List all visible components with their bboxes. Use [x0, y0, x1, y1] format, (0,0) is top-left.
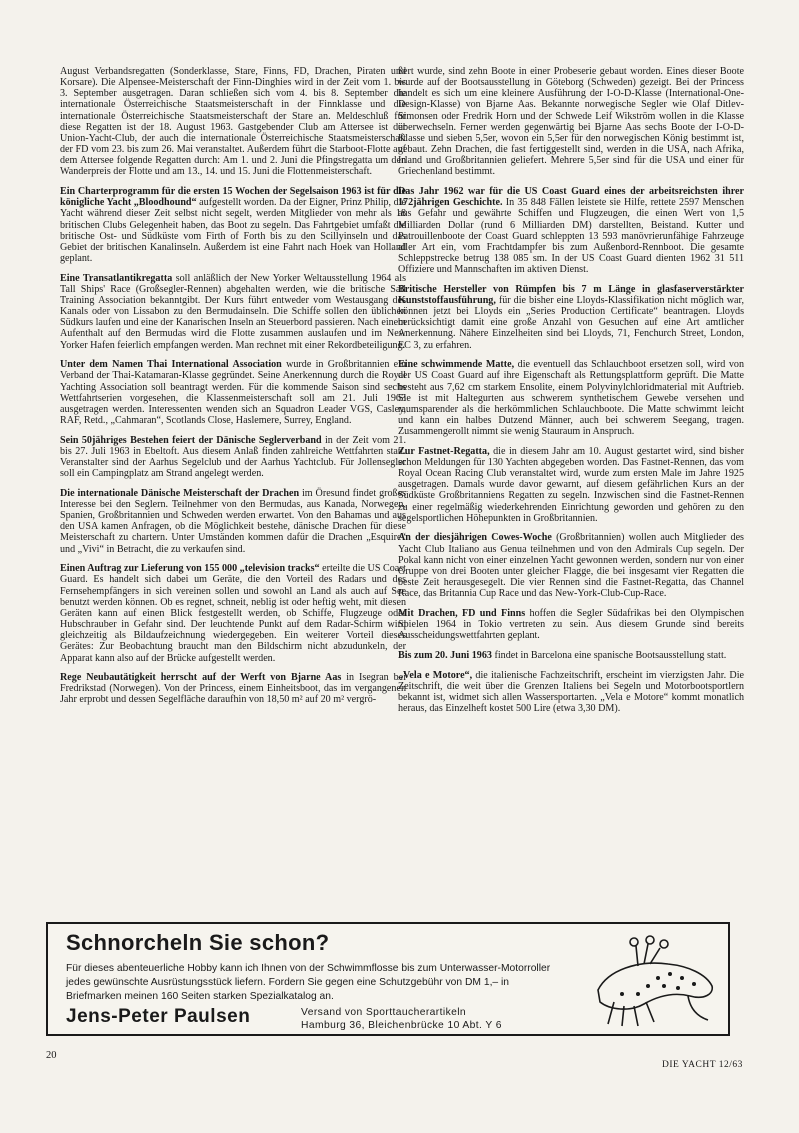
article-lead: Eine Transatlantikregatta: [60, 272, 173, 284]
article-paragraph: [60, 186, 406, 264]
article-lead: Mit Drachen, FD und Finns: [398, 607, 526, 619]
article-paragraph: [60, 66, 406, 178]
article-lead: Sein 50jähriges Bestehen feiert der Dänische Seglerverband: [60, 434, 322, 446]
article-text: ßert wurde, sind zehn Boote in einer Probeserie gebaut worden. Eines dieser Boote wurde auf der Bootsausstellung in Göteborg (Schweden) gezeigt. Bei der Princess handelt es sich um eine kleinere Ausführung der I-O-D-Klasse (International-One-Design-Klasse) von Bjarne Aas. Bekannte norwegische Segler wie Olaf Ditlev-Simonsen oder Fredrik Horn und der Schwede Leif Wikström wollen in die Klasse überwechseln. Ferner werden gegenwärtig bei Bjarne Aas sechs Boote der I-O-D-Klasse und sieben 5,5er, wovon ein 5,5er für den norwegischen König bestimmt ist, gebaut. Zehn Drachen, die fast fertiggestellt sind, werden in die USA, nach Afrika, Irland und Großbritannien geliefert. Mehrere 5,5er sind für die USA und einer für Griechenland bestimmt.: [398, 66, 744, 178]
article-text: in der Zeit vom 21. bis 27. Juli 1963 in Ebeltoft. Aus diesem Anlaß finden zahlreiche Wettfahrten statt. Veranstalter sind der Aarhus Segelclub und der Aarhus Yachtclub. Für Jollensegler soll ein Campingplatz am Strand angelegt werden.: [60, 434, 406, 480]
article-text: (Großbritannien) wollen auch Mitglieder des Yacht Club Italiano aus Genua teilnehmen und von den Admirals Cup segeln. Der Pokal kann nicht von einer einzelnen Yacht gewonnen werden, sondern nur von einer Gruppe von drei Booten unter gleicher Flagge, die bei insgesamt vier Regatten die beste Zeit herausgesegelt. Die vier Rennen sind die Fastnet-Regatta, das Channel Race, das Britannia Cup Race und das New-York-Club-Cup-Race.: [398, 532, 744, 600]
article-paragraph: [60, 563, 406, 663]
page-number: 20: [46, 1050, 57, 1061]
article-text: für die bisher eine Lloyds-Klassifikation nicht möglich war, können jetzt bei Lloyds ein „Series Production Certificate“ beantragen. Lloyds berücksichtigt damit eine große Anzahl von Gesuchen auf eine Art amtlicher Anerkennung. Nähere Einzelheiten sind bei Lloyds, 71, Fenchurch Street, London, EC 3, zu erfahren.: [398, 294, 744, 351]
article-lead: Zur Fastnet-Regatta,: [398, 445, 490, 457]
article-paragraph: [60, 488, 406, 555]
article-text: soll anläßlich der New Yorker Weltausstellung 1964 als Tall Ships' Race (Großsegler-Rennen) abgehalten werden, wie die britische Sail Training Association bekanntgibt. Der Kurs führt entweder vom Westausgang des Kanals oder von Lissabon zu den Bermudainseln. Die Schiffe sollen den üblichen Südkurs laufen und eine der Kanarischen Inseln an Steuerbord passieren. Nach einem Aufenthalt auf den Bermudas wird die Flotte zusammen auslaufen und im New Yorker Hafen feierlich empfangen werden. Man rechnet mit einer Rekordbeteiligung.: [60, 272, 406, 351]
article-lead: Das Jahr 1962 war für die US Coast Guard eines der arbeitsreichsten ihrer 172jährigen Geschichte.: [398, 186, 744, 209]
article-lead: Rege Neubautätigkeit herrscht auf der Werft von Bjarne Aas: [60, 672, 342, 684]
article-paragraph: [398, 670, 744, 715]
article-text: die eventuell das Schlauchboot ersetzen soll, wird von der US Coast Guard auf ihre Eigenschaft als Rettungsplattform geprüft. Die Matte besteht aus 7,62 cm starkem Ensolite, einem Polyvinylchloridmaterial mit Auftrieb. Sie ist mit Haltegurten aus schwerem synthetischem Gewebe versehen und raumsparender als die herkömmlichen Schlauchboote. Die Matte schwimmt leicht und kann ein halbes Dutzend Männer, auch bei schwerem Seegang, tragen. Zusammengerollt nimmt sie wenig Stauraum in Anspruch.: [398, 359, 744, 438]
article-paragraph: [398, 186, 744, 275]
article-paragraph: [60, 273, 406, 351]
article-lead: Britische Hersteller von Rümpfen bis 7 m Länge in glasfaserverstärkter Kunststoffausführung,: [398, 283, 744, 306]
article-text: August Verbandsregatten (Sonderklasse, Stare, Finns, FD, Drachen, Piraten und Korsare). Die Alpensee-Meisterschaft der Finn-Dinghies wird in der Zeit vom 1. bis 3. September ausgetragen. Daran schließen sich vom 4. bis 8. September die internationale Österreichische Staatsmeisterschaft in der Finnklasse und die internationale Österreichische Staatsmeisterschaft der Stare an. Meldeschluß für diese Regatten ist der 18. August 1963. Gastgebender Club am Attersee ist der Union-Yacht-Club, der auch die internationale Österreichische Staatsmeisterschaft der FD vom 23. bis zum 26. Mai veranstaltet. Außerdem führt die Starboot-Flotte auf dem Attersee folgende Regatten durch: Am 1. und 2. Juni die Pfingstregatta um den Wanderpreis der Flotte und am 13., 14. und 15. Juni die Flottenmeisterschaft.: [60, 66, 406, 178]
ad-body-text: Für dieses abenteuerliche Hobby kann ich Ihnen von der Schwimmflosse bis zum Unterwasser-Motorroller jedes gewünschte Ausrüstungsstück liefern. Fordern Sie gegen eine Schutzgebühr von DM 1,– in Briefmarken meinen 160 Seiten starken Spezialkatalog an.: [66, 963, 551, 1002]
article-paragraph: [398, 359, 744, 437]
article-text: hoffen die Segler Südafrikas bei den Olympischen Spielen 1964 in Tokio vertreten zu sein. Aus diesem Grunde sind bereits Ausscheidungswettfahrten geplant.: [398, 607, 744, 642]
article-text: aufgestellt worden. Da der Eigner, Prinz Philip, die Yacht während dieser Zeit selbst nicht segelt, werden Mitglieder von mehr als 18 britischen Clubs Gelegenheit haben, das Boot zu segeln. Das Fahrtgebiet umfaßt die britische Ost- und Südküste vom Firth of Forth bis zu den Scillyinseln und das Gebiet der britischen Kanalinseln. Außerdem ist eine Fahrt nach Hoek van Holland geplant.: [60, 197, 406, 264]
article-paragraph: [60, 672, 406, 705]
right-column: [398, 66, 744, 723]
article-paragraph: [398, 284, 744, 351]
ad-address-line1: Versand von Sporttaucherartikeln: [301, 1007, 467, 1018]
left-column: [60, 66, 406, 714]
article-paragraph: [60, 359, 406, 426]
article-text: die in diesem Jahr am 10. August gestartet wird, sind bisher schon Meldungen für 130 Yachten abgegeben worden. Das Fastnet-Rennen, das vom Royal Ocean Racing Club veranstaltet wird, wurde zum ersten Male im Jahre 1925 ausgetragen. Damals wurde davor gewarnt, auf diesem gefährlichen Kurs an der Südküste Großbritanniens Regatten zu segeln. Inzwischen sind die Fastnet-Rennen zu einer regelmäßig wiederkehrenden Einrichtung geworden und gehören zu den segelsportlichen Höhepunkten in Großbritannien.: [398, 445, 744, 524]
article-paragraph: [398, 66, 744, 178]
article-text: In 35 848 Fällen leistete sie Hilfe, rettete 2597 Menschen aus Gefahr und gewährte Schiffen und Flugzeugen, die einen Wert von 1,5 Milliarden Dollar (rund 6 Milliarden DM) darstellten, Beistand. Kutter und Patrouillenboote der Coast Guard schleppten 13 593 manövrierunfähige Fahrzeuge aller Art ein, vom Frachtdampfer bis zum Außenbord-Rennboot. Die gesamte Schleppstrecke betrug 138 085 sm. In der US Coast Guard dienten 1962 31 511 Offiziere und Mannschaften im aktiven Dienst.: [398, 197, 744, 276]
article-paragraph: [398, 608, 744, 641]
article-lead: Die internationale Dänische Meisterschaft der Drachen: [60, 487, 300, 499]
magazine-issue: DIE YACHT 12/63: [662, 1060, 743, 1070]
article-text: erteilte die US Coast Guard. Es handelt sich dabei um Geräte, die den Vorteil des Radars und des Fernsehempfängers in sich vereinen sollen und sowohl an Land als auch auf See benutzt werden können. Ob es regnet, schneit, neblig ist oder heftig weht, mit diesen Geräten kann auf einen Blick festgestellt werden, ob Schiffe, Flugzeuge oder Hubschrauber in Gefahr sind. Der leuchtende Punkt auf dem Radar-Schirm wird gleichzeitig als Bildaufzeichnung wiedergegeben. Ein weiterer Vorteil dieses Gerätes: Zur Beobachtung braucht man den Bildschirm nicht abzudunkeln, der Apparat kann also auf der Brücke aufgestellt werden.: [60, 563, 406, 664]
article-lead: An der diesjährigen Cowes-Woche: [398, 532, 552, 544]
article-text: in Isegran bei Fredrikstad (Norwegen). Von der Princess, einem Einheitsboot, das im vergangenen Jahr erprobt und dessen Segelfläche daraufhin von 18,50 m² auf 20 m² vergrö-: [60, 672, 406, 706]
article-lead: Bis zum 20. Juni 1963: [398, 649, 492, 661]
ad-address: [301, 1006, 551, 1032]
article-text: im Öresund findet großes Interesse bei den Seglern. Teilnehmer von den Bermudas, aus Kanada, Norwegen, Spanien, Großbritannien und Schweden werden erwartet. Von den Bahamas und aus den USA kamen Anfragen, ob die Möglichkeit bestehe, dänische Drachen für diese Meisterschaft zu chartern. Unter Umständen kommen dafür die Drachen „Esquire“ und „Vivi“ in Betracht, die zu verkaufen sind.: [60, 487, 406, 555]
ad-address-line2: Hamburg 36, Bleichenbrücke 10 Abt. Y 6: [301, 1020, 502, 1031]
article-text: die italienische Fachzeitschrift, erscheint im vierzigsten Jahr. Die Zeitschrift, die weit über die Grenzen Italiens bei Segeln und Motorbootsportlern bekannt ist, widmet sich allen Wassersportarten. „Vela e Motore“ kommt monatlich heraus, das Einzelheft kostet 500 Lire (etwa 3,30 DM).: [398, 669, 744, 714]
article-paragraph: [398, 532, 744, 599]
article-lead: Ein Charterprogramm für die ersten 15 Wochen der Segelsaison 1963 ist für die königliche Yacht „Bloodhound“: [60, 186, 406, 209]
ad-company-name: Jens-Peter Paulsen: [66, 1006, 251, 1027]
diver-fins-icon: [578, 930, 724, 1028]
article-lead: Einen Auftrag zur Lieferung von 155 000 „television tracks“: [60, 563, 320, 575]
article-lead: Unter dem Namen Thai International Association: [60, 359, 282, 371]
article-paragraph: [398, 446, 744, 524]
article-paragraph: [60, 435, 406, 480]
ad-headline: Schnorcheln Sie schon?: [66, 930, 330, 955]
article-text: wurde in Großbritannien ein Verband der Thai-Katamaran-Klasse gegründet. Seine Anerkennung durch die Royal Yachting Association soll beantragt werden. Für die kommende Saison sind sechs Wettfahrtserien vorgesehen, die Klassenmeisterschaft soll am 21. Juli 1963 ausgetragen werden. Interessenten wenden sich an Squadron Leader VGS, Casley, RAF, Retd., „Cahmaran“, Scotlands Close, Haslemere, Surrey, England.: [60, 359, 406, 427]
article-lead: „Vela e Motore“,: [398, 669, 473, 681]
article-text: findet in Barcelona eine spanische Bootsausstellung statt.: [491, 649, 727, 661]
article-paragraph: [398, 650, 744, 661]
article-lead: Eine schwimmende Matte,: [398, 359, 515, 371]
advertisement-box: [46, 922, 730, 1036]
